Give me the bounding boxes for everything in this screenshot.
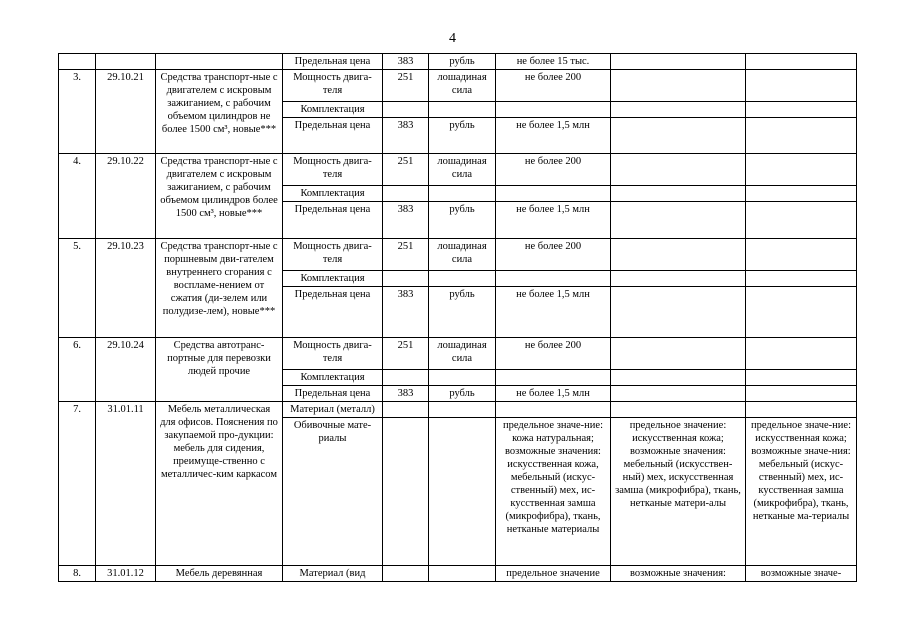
- value-cell: возможные значе-: [746, 566, 857, 582]
- specification-table: [58, 53, 857, 582]
- row-number-cell: 6.: [59, 338, 96, 402]
- characteristic-cell: Материал (металл): [283, 402, 383, 418]
- product-name-cell: Средства транспорт-ные с двигателем с искровым зажиганием, с рабочим объемом цилиндров не более 1500 см³, новые***: [156, 70, 283, 154]
- value-cell: не более 200: [496, 239, 611, 271]
- row-number-cell: [59, 54, 96, 70]
- okpd-code-cell: 29.10.21: [96, 70, 156, 154]
- okpd-code-cell: 29.10.22: [96, 154, 156, 239]
- unit-code-cell: [383, 418, 429, 566]
- characteristic-cell: Комплектация: [283, 370, 383, 386]
- value-cell: [611, 239, 746, 271]
- table-row: [59, 154, 857, 186]
- characteristic-cell: Мощность двига-теля: [283, 239, 383, 271]
- value-cell: [611, 118, 746, 154]
- value-cell: [496, 271, 611, 287]
- row-number-cell: 8.: [59, 566, 96, 582]
- value-cell: [496, 402, 611, 418]
- characteristic-cell: Комплектация: [283, 271, 383, 287]
- characteristic-cell: Комплектация: [283, 186, 383, 202]
- value-cell: предельное значение: [496, 566, 611, 582]
- characteristic-cell: Предельная цена: [283, 287, 383, 338]
- okpd-code-cell: [96, 54, 156, 70]
- okpd-code-cell: 31.01.11: [96, 402, 156, 566]
- characteristic-cell: Предельная цена: [283, 54, 383, 70]
- value-cell: [746, 287, 857, 338]
- product-name-cell: Мебель деревянная: [156, 566, 283, 582]
- product-name-cell: Средства транспорт-ные с двигателем с искровым зажиганием, с рабочим объемом цилиндров более 1500 см³, новые***: [156, 154, 283, 239]
- value-cell: [611, 287, 746, 338]
- value-cell: предельное значение: искусственная кожа; возможные значения: мебельный (искусствен-ный) мех, искусственная замша (микрофибра), ткань, нетканые матери-алы: [611, 418, 746, 566]
- value-cell: [496, 370, 611, 386]
- unit-name-cell: лошадиная сила: [429, 338, 496, 370]
- unit-code-cell: [383, 402, 429, 418]
- unit-name-cell: рубль: [429, 118, 496, 154]
- value-cell: [496, 102, 611, 118]
- unit-name-cell: [429, 370, 496, 386]
- value-cell: [611, 402, 746, 418]
- value-cell: [611, 370, 746, 386]
- value-cell: не более 1,5 млн: [496, 287, 611, 338]
- unit-name-cell: [429, 271, 496, 287]
- value-cell: [746, 370, 857, 386]
- value-cell: [746, 271, 857, 287]
- unit-code-cell: [383, 271, 429, 287]
- okpd-code-cell: 31.01.12: [96, 566, 156, 582]
- value-cell: [746, 54, 857, 70]
- value-cell: [611, 202, 746, 239]
- value-cell: предельное значе-ние: кожа натуральная; возможные значения: искусственная кожа, мебельный (искус-ственный) мех, ис-кусственная замша (микрофибра), ткань, нетканые материалы: [496, 418, 611, 566]
- row-number-cell: 7.: [59, 402, 96, 566]
- value-cell: [496, 186, 611, 202]
- characteristic-cell: Комплектация: [283, 102, 383, 118]
- product-name-cell: Средства автотранс-портные для перевозки людей прочие: [156, 338, 283, 402]
- value-cell: не более 200: [496, 70, 611, 102]
- unit-name-cell: рубль: [429, 202, 496, 239]
- unit-name-cell: рубль: [429, 54, 496, 70]
- row-number-cell: 5.: [59, 239, 96, 338]
- product-name-cell: Средства транспорт-ные с поршневым дви-гателем внутреннего сгорания с воспламе-нением от сжатия (ди-зелем или полудизе-лем), новые***: [156, 239, 283, 338]
- product-name-cell: Мебель металлическая для офисов. Пояснения по закупаемой про-дукции: мебель для сидения, преимуще-ственно с металличес-ким каркасом: [156, 402, 283, 566]
- value-cell: возможные значения:: [611, 566, 746, 582]
- okpd-code-cell: 29.10.23: [96, 239, 156, 338]
- unit-name-cell: лошадиная сила: [429, 154, 496, 186]
- characteristic-cell: Обивочные мате-риалы: [283, 418, 383, 566]
- value-cell: [746, 386, 857, 402]
- value-cell: [746, 102, 857, 118]
- unit-name-cell: [429, 418, 496, 566]
- value-cell: [746, 402, 857, 418]
- unit-code-cell: 383: [383, 386, 429, 402]
- characteristic-cell: Предельная цена: [283, 118, 383, 154]
- unit-name-cell: [429, 186, 496, 202]
- unit-name-cell: рубль: [429, 287, 496, 338]
- table-row: [59, 54, 857, 70]
- unit-name-cell: лошадиная сила: [429, 239, 496, 271]
- unit-name-cell: [429, 102, 496, 118]
- value-cell: предельное значе-ние: искусственная кожа; возможные значе-ния: мебельный (искус-ственный) мех, ис-кусственная замша (микрофибра), ткань, нетканые ма-териалы: [746, 418, 857, 566]
- unit-code-cell: [383, 566, 429, 582]
- table-row: [59, 566, 857, 582]
- unit-code-cell: 383: [383, 202, 429, 239]
- value-cell: не более 1,5 млн: [496, 386, 611, 402]
- value-cell: [746, 154, 857, 186]
- unit-code-cell: 251: [383, 154, 429, 186]
- value-cell: [746, 239, 857, 271]
- characteristic-cell: Предельная цена: [283, 202, 383, 239]
- unit-name-cell: [429, 566, 496, 582]
- value-cell: не более 200: [496, 338, 611, 370]
- unit-name-cell: [429, 402, 496, 418]
- row-number-cell: 4.: [59, 154, 96, 239]
- table-row: [59, 70, 857, 102]
- characteristic-cell: Мощность двига-теля: [283, 70, 383, 102]
- table-row: [59, 338, 857, 370]
- value-cell: [746, 186, 857, 202]
- unit-code-cell: 251: [383, 239, 429, 271]
- characteristic-cell: Материал (вид: [283, 566, 383, 582]
- unit-name-cell: лошадиная сила: [429, 70, 496, 102]
- value-cell: [746, 118, 857, 154]
- unit-code-cell: 251: [383, 338, 429, 370]
- unit-code-cell: 383: [383, 118, 429, 154]
- value-cell: [611, 102, 746, 118]
- characteristic-cell: Мощность двига-теля: [283, 338, 383, 370]
- value-cell: [611, 386, 746, 402]
- value-cell: [746, 202, 857, 239]
- value-cell: [611, 271, 746, 287]
- row-number-cell: 3.: [59, 70, 96, 154]
- unit-code-cell: [383, 102, 429, 118]
- value-cell: [611, 154, 746, 186]
- page-number: 4: [449, 31, 456, 46]
- value-cell: не более 200: [496, 154, 611, 186]
- value-cell: не более 1,5 млн: [496, 118, 611, 154]
- table-row: [59, 402, 857, 418]
- characteristic-cell: Предельная цена: [283, 386, 383, 402]
- product-name-cell: [156, 54, 283, 70]
- okpd-code-cell: 29.10.24: [96, 338, 156, 402]
- table-row: [59, 239, 857, 271]
- unit-name-cell: рубль: [429, 386, 496, 402]
- value-cell: [611, 186, 746, 202]
- unit-code-cell: 251: [383, 70, 429, 102]
- value-cell: [746, 70, 857, 102]
- value-cell: [746, 338, 857, 370]
- value-cell: [611, 70, 746, 102]
- characteristic-cell: Мощность двига-теля: [283, 154, 383, 186]
- value-cell: [611, 54, 746, 70]
- unit-code-cell: [383, 186, 429, 202]
- value-cell: [611, 338, 746, 370]
- value-cell: не более 1,5 млн: [496, 202, 611, 239]
- unit-code-cell: 383: [383, 287, 429, 338]
- unit-code-cell: 383: [383, 54, 429, 70]
- unit-code-cell: [383, 370, 429, 386]
- value-cell: не более 15 тыс.: [496, 54, 611, 70]
